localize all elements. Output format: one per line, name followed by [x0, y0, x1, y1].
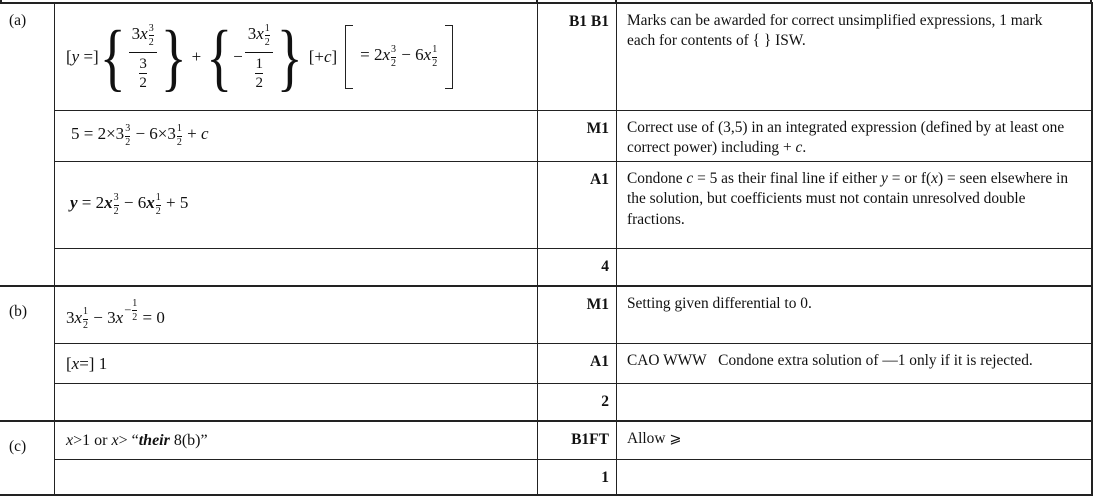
- display-fraction-1: 3x 3 2 3 2: [129, 24, 158, 91]
- working-c-row1: x>1 or x> “their 8(b)”: [66, 431, 208, 449]
- exponent-fraction: 1 2: [83, 306, 89, 332]
- working-a-row3: y = 2x 3 2 − 6x 1 2 + 5: [55, 161, 537, 248]
- mark-a-row1: B1 B1: [537, 4, 617, 110]
- result-expression: = 2x 3 2 − 6x 1 2: [360, 44, 438, 69]
- square-bracket-close: [445, 25, 453, 89]
- empty-cell: [617, 459, 1091, 494]
- empty-cell: [617, 248, 1091, 285]
- working-a-row2: 5 = 2×3 3 2 − 6×3 1 2 + c: [55, 110, 537, 161]
- comment-a-row1: Marks can be awarded for correct unsimplified expressions, 1 mark each for contents of { } ISW.: [627, 12, 1043, 50]
- exponent-fraction: 3 2: [113, 192, 119, 217]
- exponent-fraction: 1 2: [432, 44, 438, 69]
- denominator-fraction: 1 2: [255, 55, 263, 91]
- curly-brace-open: {: [99, 15, 126, 100]
- curly-brace-close: }: [276, 15, 303, 100]
- exponent-fraction: 3 2: [148, 22, 154, 48]
- mark-b-row2: A1: [537, 343, 617, 383]
- bracket-plus-c: [+c]: [308, 47, 338, 66]
- mark-c-row1: B1FT: [537, 422, 617, 459]
- plus-operator: +: [191, 47, 202, 66]
- greater-equal-symbol: ⩾: [669, 431, 682, 447]
- part-label-c: (c): [0, 422, 55, 494]
- mark-a-row2: M1: [537, 110, 617, 161]
- square-bracket-group: [345, 25, 453, 89]
- bracket-y-equals: [y =]: [66, 47, 99, 66]
- mark-b-row1: M1: [537, 287, 617, 343]
- working-a-row1: [55, 4, 537, 110]
- empty-cell: [55, 248, 537, 285]
- part-label-b: (b): [0, 287, 55, 420]
- exponent-fraction: 3 2: [125, 123, 131, 148]
- part-label-a: (a): [0, 4, 55, 285]
- empty-cell: [55, 459, 537, 494]
- total-marks-a: 4: [537, 248, 617, 285]
- curly-brace-open: {: [206, 15, 233, 100]
- comment-a-row3: Condone c = 5 as their final line if either y = or f(x) = seen elsewhere in the solution, but coefficients must not contain unresolved double fractions.: [617, 161, 1091, 248]
- negative-exponent-fraction: − $\frac{1}{2}$: [124, 297, 138, 323]
- empty-cell: [617, 383, 1091, 420]
- exponent-fraction: 1 2: [264, 22, 270, 48]
- square-bracket-open: [345, 25, 353, 89]
- exponent-fraction: 3 2: [391, 44, 397, 69]
- working-b-row1: 3x 1 2 − 3x − $\frac{1}{2}$ = 0: [66, 297, 165, 332]
- minus-sign: −: [233, 47, 243, 66]
- part-b-section: [0, 285, 1091, 420]
- comment-b-row2: CAO WWW Condone extra solution of —1 only if it is rejected.: [617, 343, 1091, 383]
- total-marks-c: 1: [537, 459, 617, 494]
- exponent-fraction: 1 2: [176, 123, 182, 148]
- denominator-fraction: 3 2: [139, 55, 147, 91]
- mark-a-row3: A1: [537, 161, 617, 248]
- exponent-fraction: 1 2: [155, 192, 161, 217]
- display-fraction-2: 3x 1 2 1 2: [245, 24, 274, 91]
- empty-cell: [55, 383, 537, 420]
- curly-brace-close: }: [160, 15, 187, 100]
- comment-c-row1: Allow ⩾: [627, 430, 682, 447]
- comment-b-row1: Setting given differential to 0.: [627, 295, 812, 312]
- part-a-section: [0, 4, 1091, 285]
- working-b-row2: [x=] 1: [55, 343, 537, 383]
- part-c-section: [0, 420, 1091, 494]
- mark-scheme-table: [0, 2, 1093, 496]
- comment-a-row2: Correct use of (3,5) in an integrated expression (defined by at least one correct power) including + c.: [617, 110, 1091, 161]
- total-marks-b: 2: [537, 383, 617, 420]
